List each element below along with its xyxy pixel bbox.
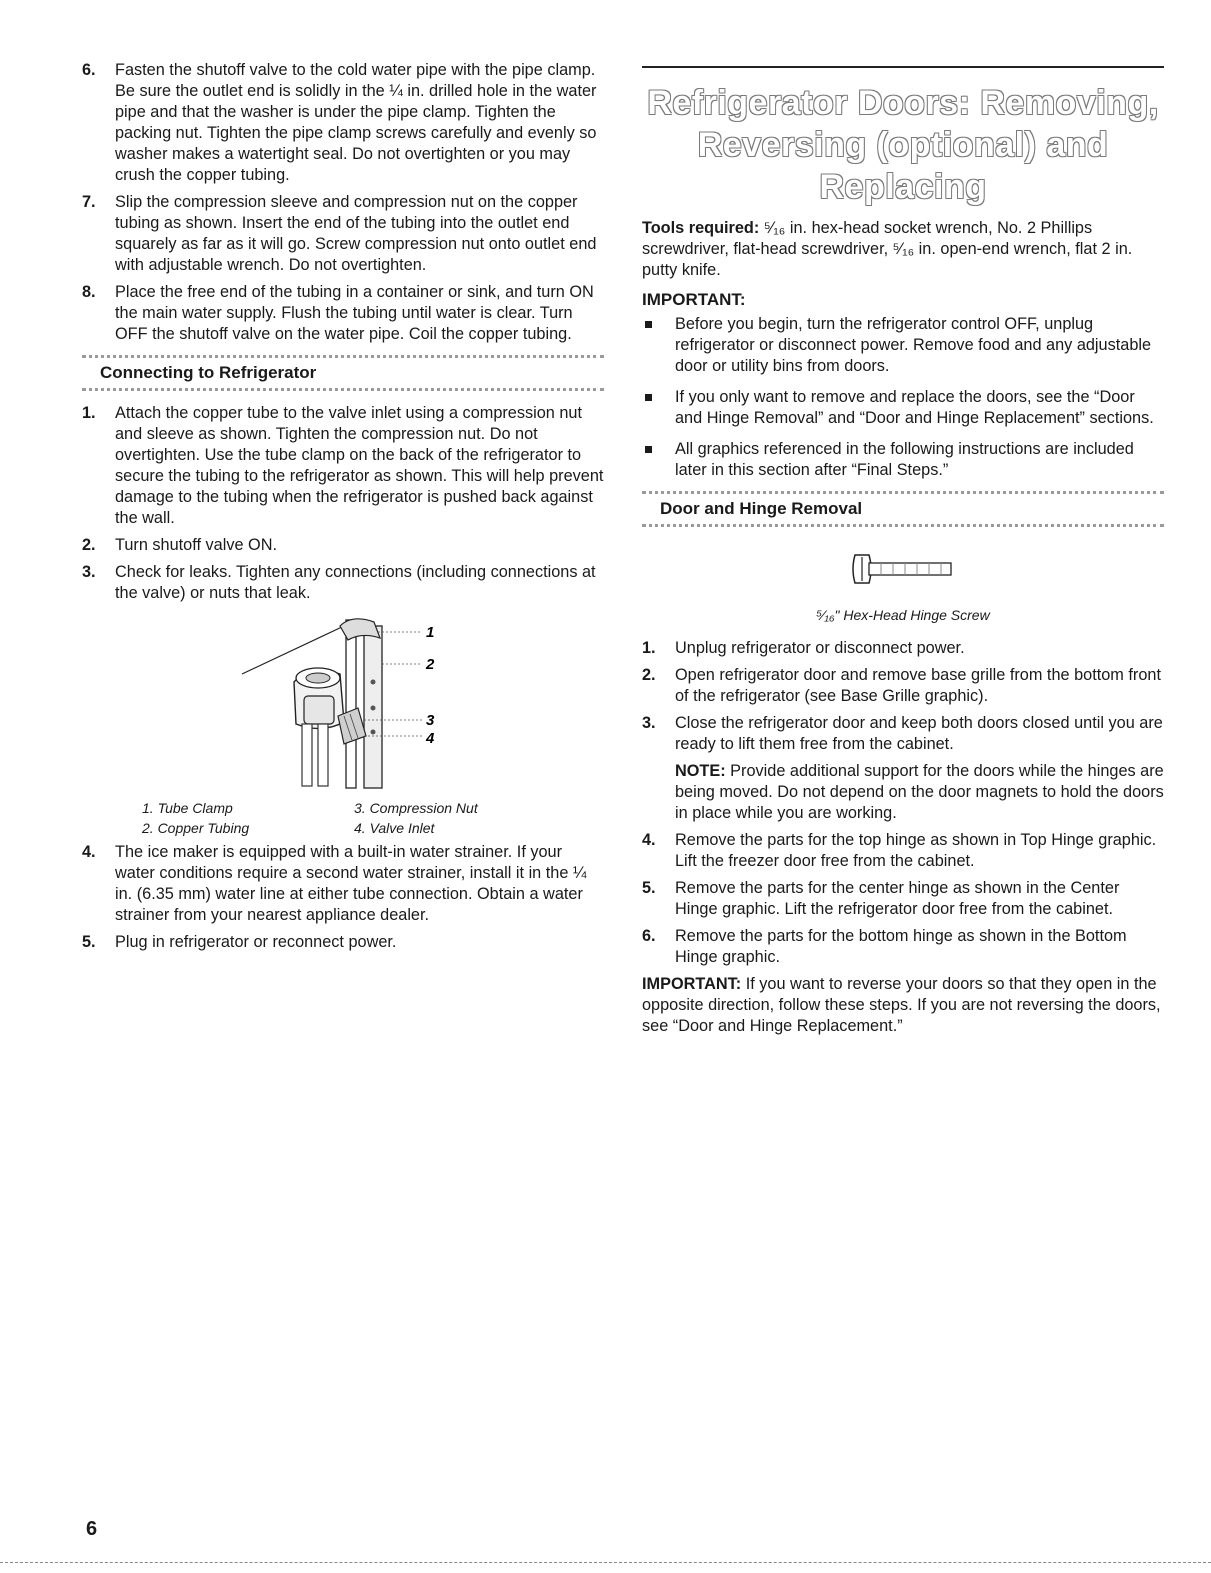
callout-tube-clamp: 1. Tube Clamp [142,800,233,816]
bullet-square-icon [645,446,652,453]
step-number: 4. [82,843,96,861]
step-text: Fasten the shutoff valve to the cold water pipe with the pipe clamp. Be sure the outlet end is solidly in the ¼ in. drilled hole in the water pipe and that the washer is under the pipe clamp. Tighten the packing nut. Tighten the pipe clamp screws carefully and evenly so washer makes a watertight seal. Do not overtighten or you may crush the copper tubing. [115,61,597,184]
title-line-2: Reversing (optional) and Replacing [697,126,1109,206]
step-text: Slip the compression sleeve and compression nut on the copper tubing as shown. Insert the end of the tubing into the outlet end squarely as far as it will go. Screw compression nut onto outlet end with adjustable wrench. Do not overtighten. [115,193,597,274]
hinge-screw-figure [642,539,1164,603]
step-number: 7. [82,193,96,211]
callout-number-2: 2 [426,656,435,673]
step-number: 3. [82,563,96,581]
step-number: 1. [82,404,96,422]
list-item [82,403,604,529]
step-number: 2. [82,536,96,554]
section-heading-removal: Door and Hinge Removal [642,491,1164,527]
list-item [642,439,1164,481]
footer-divider [0,1562,1211,1563]
list-item [82,60,604,186]
step-text: Remove the parts for the top hinge as shown in Top Hinge graphic. Lift the freezer door free from the cabinet. [675,831,1157,870]
page-number: 6 [86,1518,98,1540]
step-text: Unplug refrigerator or disconnect power. [675,639,965,657]
step-number: 4. [642,831,656,849]
step-text: Plug in refrigerator or reconnect power. [115,933,397,951]
page-title [642,66,1164,208]
list-item [82,842,604,926]
step-number: 1. [642,639,656,657]
step-text: Remove the parts for the center hinge as shown in the Center Hinge graphic. Lift the refrigerator door free from the cabinet. [675,879,1120,918]
list-item [82,932,604,953]
tools-text: ⁵⁄₁₆ in. hex-head socket wrench, No. 2 Phillips screwdriver, flat-head screwdriver, ⁵⁄₁₆ in. open-end wrench, flat 2 in. putty knife. [642,219,1133,279]
step-number: 2. [642,666,656,684]
figure-callouts [82,798,604,842]
step-text: Open refrigerator door and remove base grille from the bottom front of the refrigerator (see Base Grille graphic). [675,666,1161,705]
screw-caption: ⁵⁄₁₆" Hex-Head Hinge Screw [816,607,990,623]
callout-compression-nut: 3. Compression Nut [354,800,478,816]
important-text: If you want to reverse your doors so that they open in the opposite direction, follow these steps. If you are not reversing the doors, see “Door and Hinge Replacement.” [642,975,1161,1035]
valve-connection-figure [82,612,604,794]
step-number: 8. [82,283,96,301]
list-item [82,282,604,345]
step-number: 5. [642,879,656,897]
step-number: 5. [82,933,96,951]
list-item [82,535,604,556]
tools-required [642,218,1164,281]
removal-steps [642,638,1164,968]
install-steps-top [82,60,604,345]
tools-label: Tools required: [642,219,760,237]
bullet-text: If you only want to remove and replace the doors, see the “Door and Hinge Removal” and “Door and Hinge Replacement” sections. [675,388,1154,427]
note-text: Provide additional support for the doors while the hinges are being moved. Do not depend on the door magnets to hold the doors in place while you are working. [675,762,1164,822]
step-number: 6. [642,927,656,945]
hex-screw-icon [843,539,963,599]
note-label: NOTE: [675,762,726,780]
left-column [82,60,604,959]
step-text: Remove the parts for the bottom hinge as shown in the Bottom Hinge graphic. [675,927,1127,966]
callout-number-4: 4 [426,730,435,747]
callout-number-3: 3 [426,712,435,729]
valve-illustration [82,612,604,794]
bullet-text: All graphics referenced in the following instructions are included later in this section after “Final Steps.” [675,440,1134,479]
list-item [642,713,1164,824]
list-item [642,314,1164,377]
list-item [82,562,604,604]
important-bullets [642,314,1164,481]
connect-steps-continued [82,842,604,953]
step-text: Check for leaks. Tighten any connections (including connections at the valve) or nuts that leak. [115,563,596,602]
important-reverse-note [642,974,1164,1037]
callout-copper-tubing: 2. Copper Tubing [142,820,250,836]
connect-steps [82,403,604,604]
list-item [642,665,1164,707]
list-item [642,387,1164,429]
step-number: 3. [642,714,656,732]
note [675,761,1164,824]
list-item [642,926,1164,968]
right-column [642,66,1164,1037]
bullet-square-icon [645,394,652,401]
list-item [642,830,1164,872]
section-heading-connecting: Connecting to Refrigerator [82,355,604,391]
step-text: Turn shutoff valve ON. [115,536,277,554]
list-item [642,638,1164,659]
important-heading: IMPORTANT: [642,290,746,309]
step-text: The ice maker is equipped with a built-in water strainer. If your water conditions require a second water strainer, install it in the ¼ in. (6.35 mm) water line at either tube connection. Obtain a water strainer from your nearest appliance dealer. [115,843,587,924]
step-number: 6. [82,61,96,79]
title-line-1: Refrigerator Doors: Removing, [647,84,1159,122]
callout-number-1: 1 [426,624,435,641]
list-item [82,192,604,276]
step-text: Close the refrigerator door and keep both doors closed until you are ready to lift them free from the cabinet. [675,714,1163,753]
step-text: Place the free end of the tubing in a container or sink, and turn ON the main water supply. Flush the tubing until water is clear. Turn OFF the shutoff valve on the water pipe. Coil the copper tubing. [115,283,594,343]
bullet-text: Before you begin, turn the refrigerator control OFF, unplug refrigerator or disconnect power. Remove food and any adjustable door or utility bins from doors. [675,315,1152,375]
step-text: Attach the copper tube to the valve inlet using a compression nut and sleeve as shown. Tighten the compression nut. Do not overtighten. Use the tube clamp on the back of the refrigerator to secure the tubing to the refrigerator as shown. This will help prevent damage to the tubing when the refrigerator is pushed back against the wall. [115,404,604,527]
list-item [642,878,1164,920]
callout-valve-inlet: 4. Valve Inlet [354,820,435,836]
important-label: IMPORTANT: [642,975,742,993]
bullet-square-icon [645,321,652,328]
